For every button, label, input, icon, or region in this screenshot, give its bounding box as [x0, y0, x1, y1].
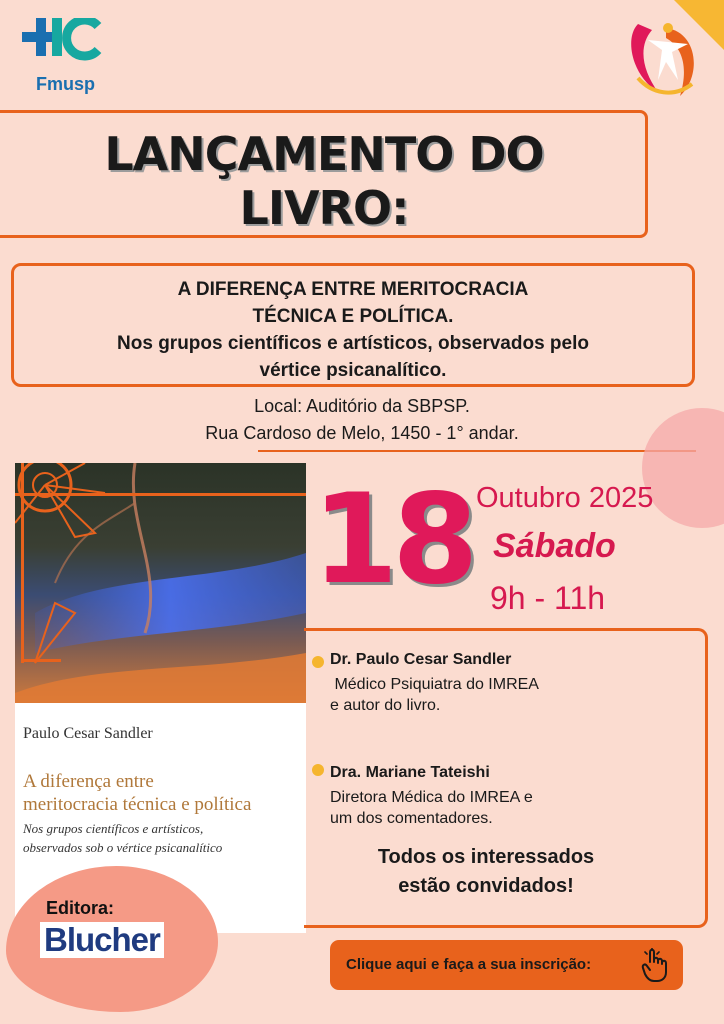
- register-button[interactable]: [330, 940, 683, 990]
- book-cover: [15, 463, 306, 933]
- page-title-line2: LIVRO:: [239, 181, 409, 235]
- speaker-2-role-line2: um dos comentadores.: [330, 810, 493, 827]
- speaker-2-role-line1: Diretora Médica do IMREA e: [330, 789, 533, 806]
- publisher-logo: Blucher: [40, 922, 164, 958]
- cover-subtitle: [23, 819, 222, 857]
- book-title-line2: TÉCNICA E POLÍTICA.: [252, 306, 454, 327]
- location-address: Rua Cardoso de Melo, 1450 - 1° andar.: [205, 423, 519, 443]
- cover-subtitle-line2: observados sob o vértice psicanalítico: [23, 840, 223, 855]
- event-month-year: Outubro 2025: [476, 482, 654, 514]
- speaker-2-name: Dra. Mariane Tateishi: [330, 764, 490, 781]
- hand-pointer-icon: [641, 948, 669, 982]
- book-title-line1: A DIFERENÇA ENTRE MERITOCRACIA: [177, 279, 529, 300]
- speaker-1-role-line1: Médico Psiquiatra do IMREA: [330, 676, 539, 693]
- event-day: 18: [312, 468, 473, 612]
- page-title-line1: LANÇAMENTO DO: [104, 127, 544, 181]
- book-title-line4: vértice psicanalítico.: [259, 360, 447, 381]
- book-cover-art: [15, 463, 306, 703]
- event-time: 9h - 11h: [490, 580, 606, 616]
- cover-subtitle-line1: Nos grupos científicos e artísticos,: [23, 821, 204, 836]
- imrea-logo: [628, 18, 696, 103]
- cover-author: Paulo Cesar Sandler: [23, 725, 153, 742]
- fmusp-logo: [22, 18, 102, 94]
- imrea-logo-mark: [628, 18, 696, 98]
- cover-title-line1: A diferença entre: [23, 771, 154, 792]
- invitation-line2: estão convidados!: [398, 875, 574, 897]
- event-weekday: Sábado: [493, 527, 616, 565]
- bullet-icon: [312, 656, 324, 668]
- divider: [258, 450, 696, 452]
- publisher-label: Editora:: [46, 898, 115, 918]
- title-box: [0, 110, 648, 238]
- book-title-box: [11, 263, 695, 387]
- fmusp-logo-text: Fmusp: [36, 74, 96, 94]
- cover-title-line2: meritocracia técnica e política: [23, 794, 252, 815]
- bullet-icon: [312, 764, 324, 776]
- invitation-line1: Todos os interessados: [377, 846, 595, 868]
- speaker-1-role-line2: e autor do livro.: [330, 697, 441, 714]
- cover-art-graphic: [15, 463, 306, 703]
- location-venue: Local: Auditório da SBPSP.: [254, 396, 470, 416]
- register-button-label: Clique aqui e faça a sua inscrição:: [346, 956, 592, 973]
- book-title-line3: Nos grupos científicos e artísticos, observados pelo: [117, 333, 589, 354]
- cover-title: [23, 770, 251, 816]
- speaker-1-name: Dr. Paulo Cesar Sandler: [330, 651, 512, 668]
- fmusp-logo-mark: [22, 18, 102, 72]
